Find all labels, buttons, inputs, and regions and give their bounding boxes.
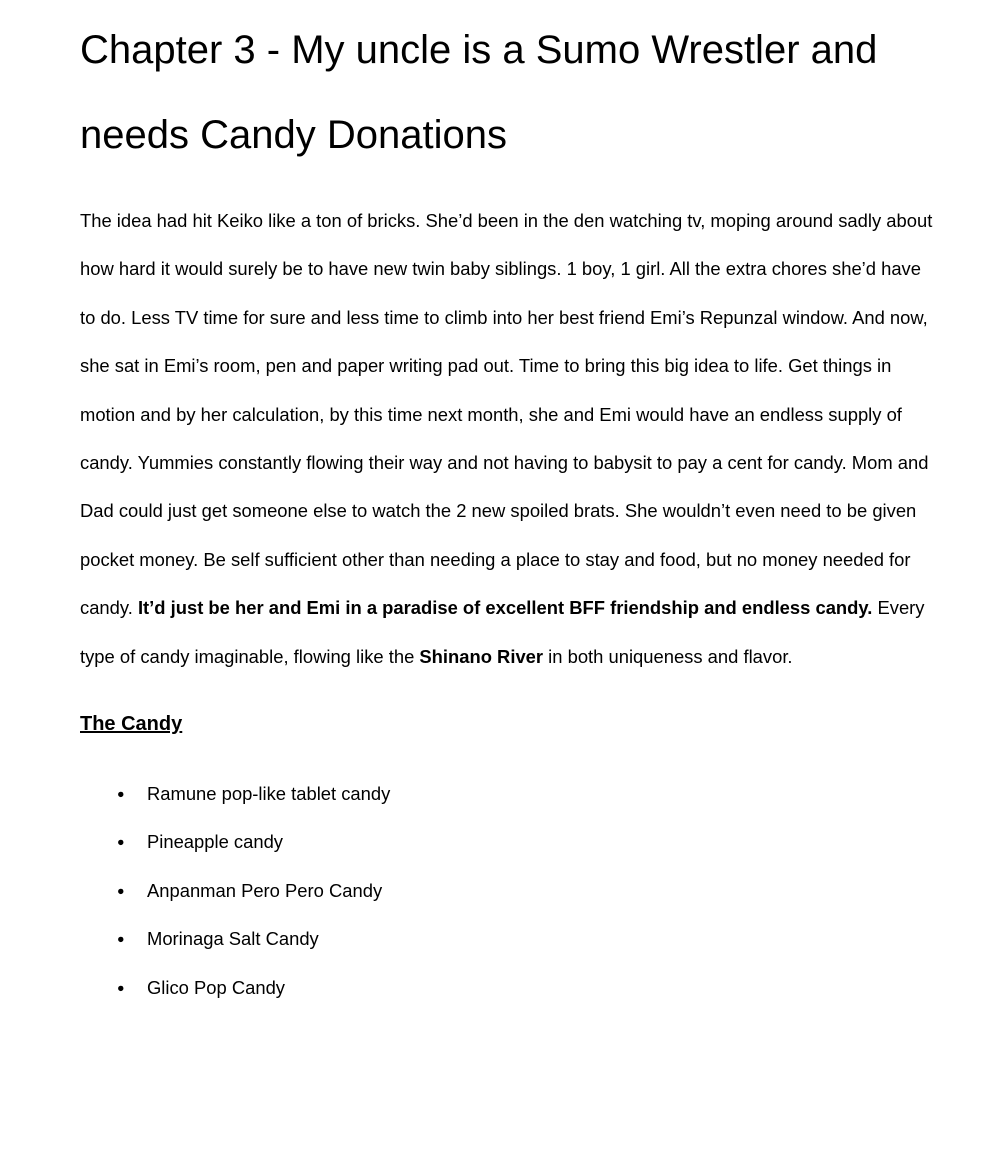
list-item: ● Glico Pop Candy [147, 964, 933, 1012]
list-item: ● Morinaga Salt Candy [147, 915, 933, 963]
paragraph-segment: in both uniqueness and flavor. [543, 645, 793, 667]
paragraph-segment: Every type of candy imaginable, flowing like the [80, 597, 925, 667]
list-item: ● Pineapple candy [147, 818, 933, 866]
paragraph-segment: It’d just be her and Emi in a paradise of excellent BFF friendship and endless candy. [137, 597, 873, 619]
paragraph-segment: The idea had hit Keiko like a ton of bricks. She’d been in the den watching tv, moping around sadly about how hard it would surely be to have new twin baby siblings. 1 boy, 1 girl. All the extra chores she’d have to do. Less TV time for sure and less time to climb into her best friend Emi’s Repunzal window. And now, she sat in Emi’s room, pen and paper writing pad out. Time to bring this big idea to life. Get things in motion and by her calculation, by this time next month, she and Emi would have an endless supply of candy. Yummies constantly flowing their way and not having to babysit to pay a cent for candy. Mom and Dad could just get someone else to watch the 2 new spoiled brats. She wouldn’t even need to be given pocket money. Be self sufficient other than needing a place to stay and food, but no money needed for candy. [80, 210, 933, 619]
list-item: ● Anpanman Pero Pero Candy [147, 867, 933, 915]
candy-list [80, 770, 933, 1012]
chapter-title: Chapter 3 - My uncle is a Sumo Wrestler and needs Candy Donations [80, 28, 878, 157]
section-heading-the-candy: The Candy [80, 713, 183, 736]
list-item: ● Ramune pop-like tablet candy [147, 770, 933, 818]
paragraph-segment: Shinano River [419, 645, 544, 667]
story-paragraph [80, 197, 933, 681]
